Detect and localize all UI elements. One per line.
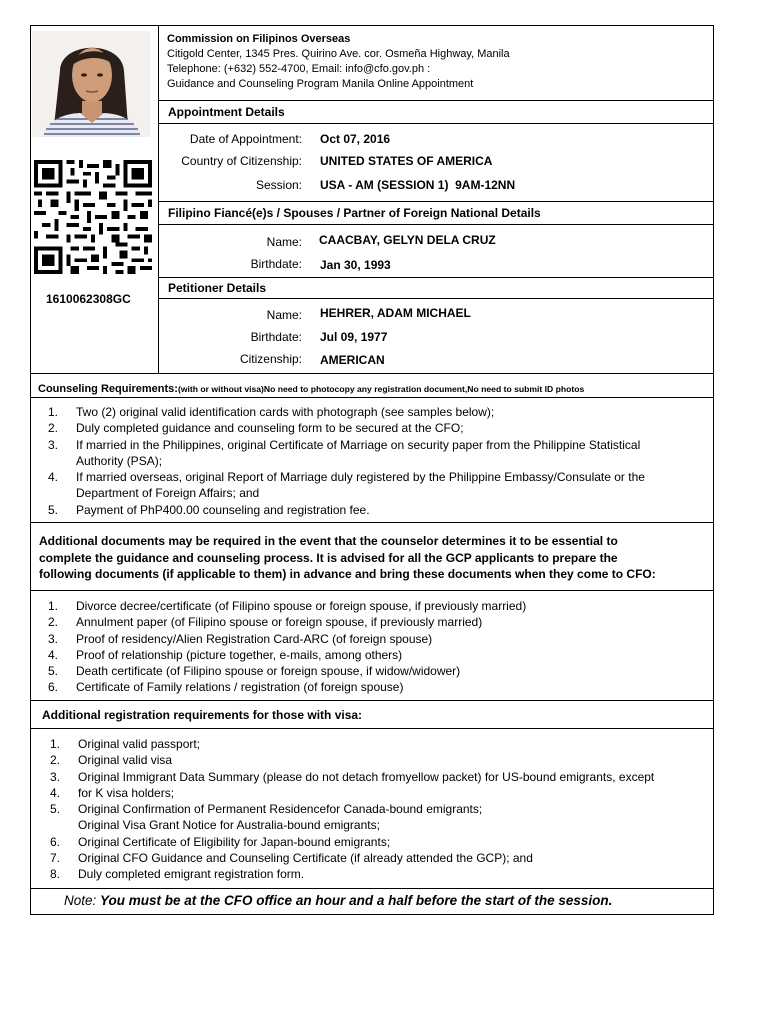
counseling-list	[48, 404, 708, 518]
additional-docs-intro-line: following documents (if applicable to them) in advance and bring these documents when they come to CFO:	[39, 567, 656, 581]
outer-bottom-border	[30, 914, 714, 915]
applicant-heading-top	[158, 201, 713, 202]
list-item	[48, 663, 708, 679]
list-item-text: Two (2) original valid identification cards with photograph (see samples below);	[76, 405, 495, 419]
list-item	[48, 420, 708, 436]
applicant-heading-bottom	[158, 224, 713, 225]
session-note	[64, 893, 612, 908]
list-item	[48, 631, 708, 647]
session-label: Session:	[255, 178, 302, 192]
org-contact: Telephone: (+632) 552-4700, Email: info@cfo.gov.ph :	[167, 63, 431, 75]
list-item	[48, 469, 708, 502]
list-item	[50, 752, 710, 768]
appointment-divider	[158, 123, 713, 124]
counseling-heading-bottom	[30, 397, 714, 398]
visa-heading: Additional registration requirements for those with visa:	[42, 708, 363, 722]
list-item-number: 3.	[48, 631, 59, 646]
list-item	[50, 785, 710, 801]
list-item-text: Authority (PSA);	[76, 453, 163, 468]
applicant-birthdate-label: Birthdate:	[250, 257, 302, 271]
list-item	[48, 437, 708, 470]
list-item-text: Original Confirmation of Permanent Residencefor Canada-bound emigrants;	[78, 802, 483, 817]
appointment-heading: Appointment Details	[168, 105, 285, 119]
list-item	[50, 866, 710, 882]
reference-number: 1610062308GC	[46, 292, 131, 306]
list-item-number: 3.	[50, 769, 61, 784]
additional-docs-intro-line: Additional documents may be required in the event that the counselor determines it to be essential to	[39, 534, 618, 548]
petitioner-citizenship-label: Citizenship:	[239, 352, 302, 366]
list-item	[50, 817, 710, 833]
additional-docs-intro	[39, 533, 709, 583]
petitioner-heading-top	[158, 277, 713, 278]
list-item-number: 7.	[50, 851, 61, 866]
list-item	[50, 769, 710, 785]
visa-heading-top	[30, 700, 714, 701]
column-divider	[158, 25, 159, 374]
visa-requirements-list	[50, 736, 710, 883]
list-item	[48, 647, 708, 663]
list-item	[48, 404, 708, 420]
list-item-text: Certificate of Family relations / registration (of foreign spouse)	[76, 680, 404, 695]
list-item-text: Annulment paper (of Filipino spouse or foreign spouse, if previously married)	[76, 615, 483, 630]
list-item-number: 1.	[48, 405, 59, 419]
counseling-heading-row	[38, 379, 584, 397]
list-item-text: Proof of relationship (picture together, e-mails, among others)	[76, 647, 403, 662]
list-item-number: 5.	[48, 664, 59, 679]
additional-docs-list	[48, 598, 708, 696]
additional-docs-list-top	[30, 590, 714, 591]
list-item-number: 6.	[48, 680, 59, 695]
list-item-text: Original valid passport;	[78, 737, 201, 751]
list-item-number: 1.	[48, 599, 59, 613]
list-item-number: 6.	[50, 834, 61, 849]
list-item-number: 5.	[50, 802, 61, 817]
list-item-text: Original CFO Guidance and Counseling Certificate (if already attended the GCP); and	[78, 851, 533, 866]
list-item	[48, 679, 708, 695]
counseling-subheading: (with or without visa)No need to photocopy any registration document,No need to submit ID photos	[177, 384, 585, 394]
additional-docs-intro-line: complete the guidance and counseling process. It is advised for all the GCP applicants to prepare the	[39, 550, 618, 565]
list-item-text: Original Certificate of Eligibility for Japan-bound emigrants;	[78, 834, 391, 849]
list-item-number: 2.	[50, 753, 61, 768]
list-item-text: Department of Foreign Affairs; and	[76, 486, 260, 501]
applicant-name-value: CAACBAY, GELYN DELA CRUZ	[319, 233, 496, 247]
list-item-number: 2.	[48, 615, 59, 630]
list-item	[48, 598, 708, 614]
citizenship-country-value: UNITED STATES OF AMERICA	[320, 154, 493, 168]
outer-top-border	[30, 25, 714, 26]
list-item-text: Proof of residency/Alien Registration Card-ARC (of foreign spouse)	[76, 631, 433, 646]
list-item	[50, 801, 710, 817]
applicant-birthdate-value: Jan 30, 1993	[320, 258, 391, 272]
appointment-date-value: Oct 07, 2016	[320, 132, 391, 146]
list-item-text: If married overseas, original Report of Marriage duly registered by the Philippine Embassy/Consulate or the	[76, 470, 645, 485]
list-item-text: If married in the Philippines, original Certificate of Marriage on security paper from the Philippine Statistical	[76, 437, 641, 452]
list-item-text: Divorce decree/certificate (of Filipino spouse or foreign spouse, if previously married)	[76, 599, 527, 613]
list-item	[48, 502, 708, 518]
list-item-text: Payment of PhP400.00 counseling and registration fee.	[76, 502, 370, 517]
list-item-text: Original Visa Grant Notice for Australia-bound emigrants;	[78, 818, 380, 833]
list-item	[50, 736, 710, 752]
list-item	[48, 614, 708, 630]
counseling-heading: Counseling Requirements:	[38, 383, 178, 395]
applicant-heading: Filipino Fiancé(e)s / Spouses / Partner of Foreign National Details	[168, 206, 541, 220]
list-item-text: Original valid visa	[78, 753, 173, 768]
applicant-name-label: Name:	[266, 235, 302, 249]
petitioner-heading: Petitioner Details	[168, 281, 267, 295]
note-text: You must be at the CFO office an hour and a half before the start of the session.	[100, 893, 613, 908]
list-item-number: 8.	[50, 867, 61, 882]
outer-right-border	[713, 25, 714, 915]
petitioner-name-value: HEHRER, ADAM MICHAEL	[320, 306, 471, 320]
org-name: Commission on Filipinos Overseas	[167, 33, 351, 45]
visa-list-top	[30, 728, 714, 729]
petitioner-citizenship-value: AMERICAN	[320, 353, 385, 367]
petitioner-birthdate-value: Jul 09, 1977	[320, 330, 388, 344]
header-divider	[158, 100, 713, 101]
list-item-number: 4.	[50, 785, 61, 800]
list-item-number: 2.	[48, 421, 59, 436]
note-label: Note:	[64, 893, 97, 908]
program-name: Guidance and Counseling Program Manila Online Appointment	[167, 78, 474, 90]
applicant-photo	[32, 31, 150, 137]
petitioner-name-label: Name:	[266, 308, 302, 322]
list-item-text: Death certificate (of Filipino spouse or foreign spouse, if widow/widower)	[76, 664, 461, 679]
list-item	[50, 850, 710, 866]
list-item-text: Duly completed guidance and counseling form to be secured at the CFO;	[76, 421, 464, 436]
note-top	[30, 888, 714, 889]
list-item-number: 4.	[48, 470, 59, 485]
list-item-text: Original Immigrant Data Summary (please do not detach fromyellow packet) for US-bound emigrants, except	[78, 769, 655, 784]
list-item-number: 4.	[48, 647, 59, 662]
org-address: Citigold Center, 1345 Pres. Quirino Ave. cor. Osmeña Highway, Manila	[167, 48, 510, 60]
list-item-number: 5.	[48, 502, 59, 517]
list-item-number: 1.	[50, 737, 61, 751]
list-item-text: Duly completed emigrant registration form.	[78, 867, 305, 882]
counseling-heading-top	[30, 373, 714, 374]
appointment-date-label: Date of Appointment:	[189, 132, 302, 146]
additional-docs-top	[30, 522, 714, 523]
outer-left-border	[30, 25, 31, 915]
list-item-number: 3.	[48, 437, 59, 452]
petitioner-heading-bottom	[158, 298, 713, 299]
qr-code	[34, 160, 152, 274]
petitioner-birthdate-label: Birthdate:	[250, 330, 302, 344]
session-value: USA - AM (SESSION 1) 9AM-12NN	[320, 178, 516, 192]
citizenship-country-label: Country of Citizenship:	[181, 154, 302, 168]
list-item-text: for K visa holders;	[78, 785, 175, 800]
list-item	[50, 834, 710, 850]
